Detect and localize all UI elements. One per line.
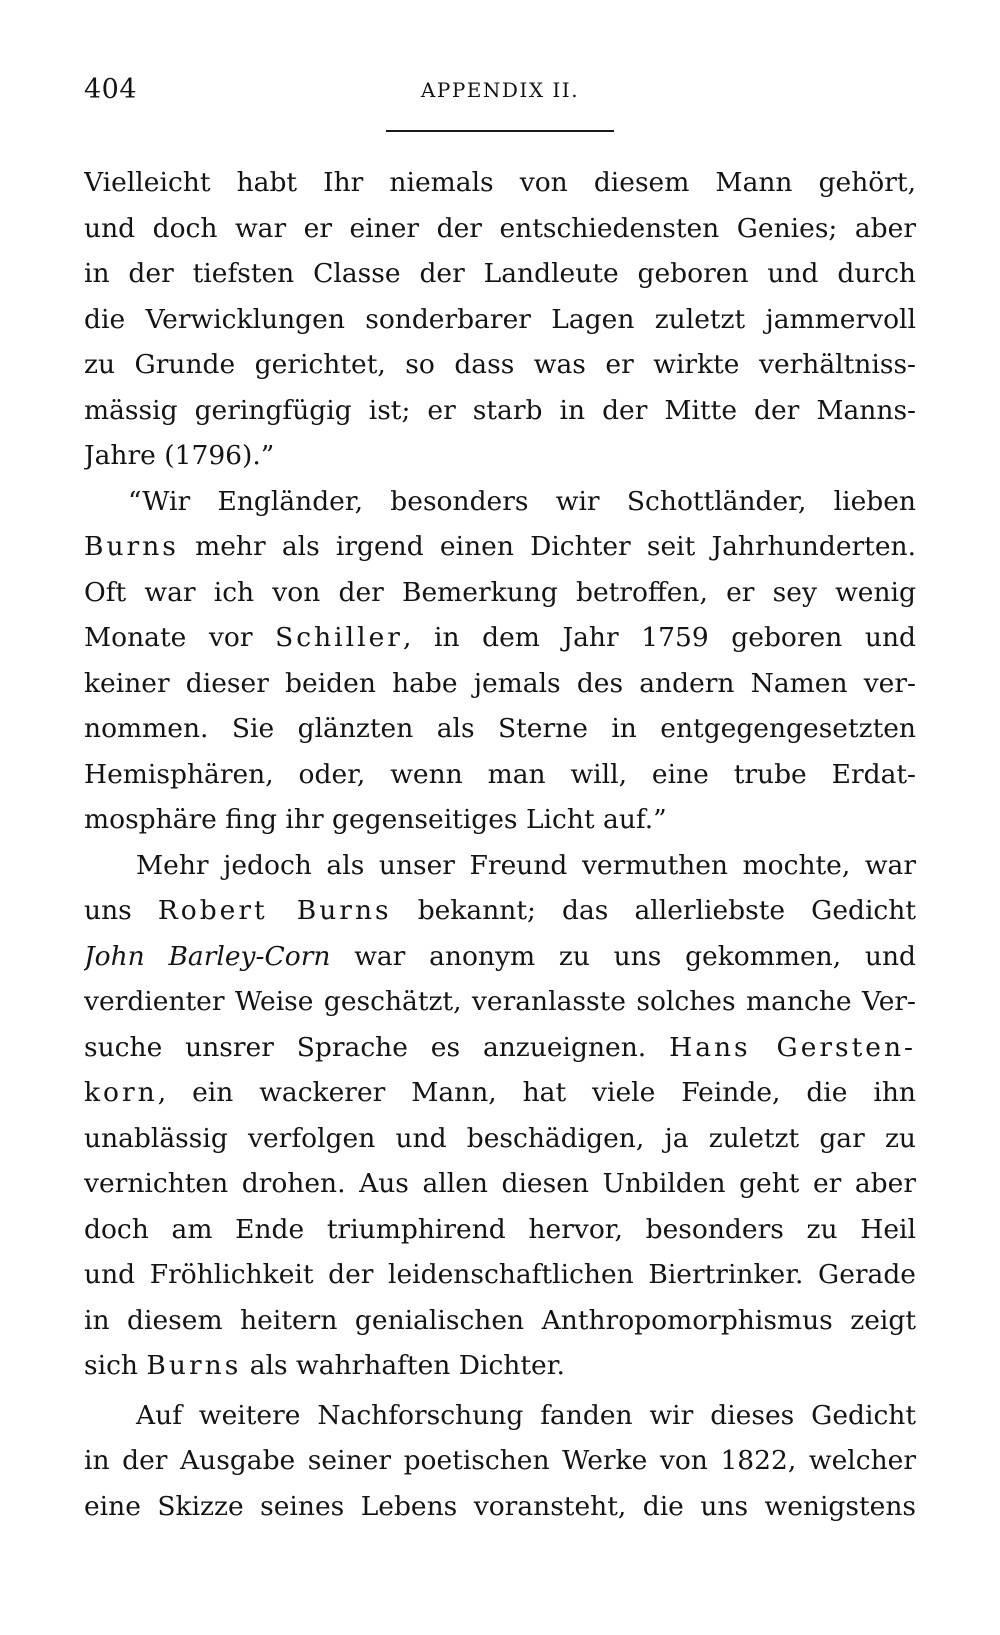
- text-line: in der Ausgabe seiner poetischen Werke von 1822, welcher: [84, 1445, 916, 1476]
- text-line: eine Skizze seines Lebens voransteht, die uns wenigstens: [84, 1490, 916, 1522]
- text-line: doch am Ende triumphirend hervor, besonders zu Heil: [84, 1213, 916, 1245]
- text-line: [84, 1070, 916, 1116]
- page-number: 404: [84, 74, 138, 105]
- text-line: nommen. Sie glänzten als Sterne in entgegengesetzten: [84, 713, 916, 744]
- text-line: keiner dieser beiden habe jemals des andern Namen ver-: [84, 667, 916, 699]
- text-line: unablässig verfolgen und beschädigen, ja zuletzt gar zu: [84, 1122, 916, 1154]
- text-span: bekannt; das allerliebste Gedicht: [391, 895, 916, 926]
- body-text: [84, 160, 916, 1529]
- text-line: verdienter Weise geschätzt, veranlasste solches manche Ver-: [84, 986, 916, 1017]
- text-line: zu Grunde gerichtet, so dass was er wirkte verhältniss-: [84, 349, 916, 380]
- text-span: sich: [84, 1350, 147, 1381]
- text-line: Vielleicht habt Ihr niemals von diesem Mann gehört,: [84, 167, 916, 198]
- text-line: [84, 615, 916, 661]
- text-line: vernichten drohen. Aus allen diesen Unbilden geht er aber: [84, 1168, 916, 1199]
- text-line: [84, 934, 916, 980]
- text-line: in diesem heitern genialischen Anthropomorphismus zeigt: [84, 1304, 916, 1336]
- text-line: “Wir Engländer, besonders wir Schottländer, lieben: [128, 485, 916, 517]
- poem-title: John Barley-Corn: [84, 940, 331, 972]
- text-line: und Fröhlichkeit der leidenschaftlichen Biertrinker. Gerade: [84, 1259, 916, 1290]
- text-line: in der tiefsten Classe der Landleute geboren und durch: [84, 258, 916, 289]
- text-span: war anonym zu uns gekommen, und: [330, 940, 916, 972]
- text-line: Oft war ich von der Bemerkung betroffen, er sey wenig: [84, 576, 916, 608]
- text-span: als wahrhaften Dichter.: [241, 1350, 565, 1381]
- text-line: und doch war er einer der entschiedensten Genies; aber: [84, 212, 916, 244]
- text-line: mosphäre fing ihr gegenseitiges Licht auf.”: [84, 804, 667, 835]
- page-header: [84, 74, 916, 114]
- spaced-name: Robert Burns: [157, 895, 392, 926]
- spaced-name: Hans Gersten-: [669, 1031, 916, 1063]
- text-line: mässig geringfügig ist; er starb in der Mitte der Manns-: [84, 394, 916, 426]
- text-span: suche unsrer Sprache es anzueignen.: [84, 1031, 670, 1063]
- header-rule: [386, 130, 614, 132]
- text-span: mehr als irgend einen Dichter seit Jahrhunderten.: [178, 531, 916, 562]
- spaced-name: Burns: [84, 531, 179, 562]
- text-line: Jahre (1796).”: [84, 440, 275, 471]
- text-line: Mehr jedoch als unser Freund vermuthen mochte, war: [136, 849, 916, 881]
- text-line: [84, 888, 916, 934]
- text-line: Auf weitere Nachforschung fanden wir dieses Gedicht: [136, 1399, 916, 1431]
- text-line: [84, 524, 916, 570]
- text-line: [84, 1343, 916, 1389]
- text-span: , in dem Jahr 1759 geboren und: [402, 622, 916, 653]
- text-span: Monate vor: [84, 622, 276, 653]
- text-span: uns: [84, 895, 158, 926]
- spaced-name: korn: [84, 1077, 158, 1108]
- running-head: APPENDIX II.: [420, 78, 580, 102]
- text-line: die Verwicklungen sonderbarer Lagen zuletzt jammervoll: [84, 303, 916, 335]
- text-line: Hemisphären, oder, wenn man will, eine trube Erdat-: [84, 758, 916, 790]
- text-line: [84, 1025, 916, 1071]
- spaced-name: Schiller: [275, 622, 403, 653]
- text-span: , ein wackerer Mann, hat viele Feinde, die ihn: [157, 1077, 916, 1108]
- spaced-name: Burns: [146, 1350, 242, 1381]
